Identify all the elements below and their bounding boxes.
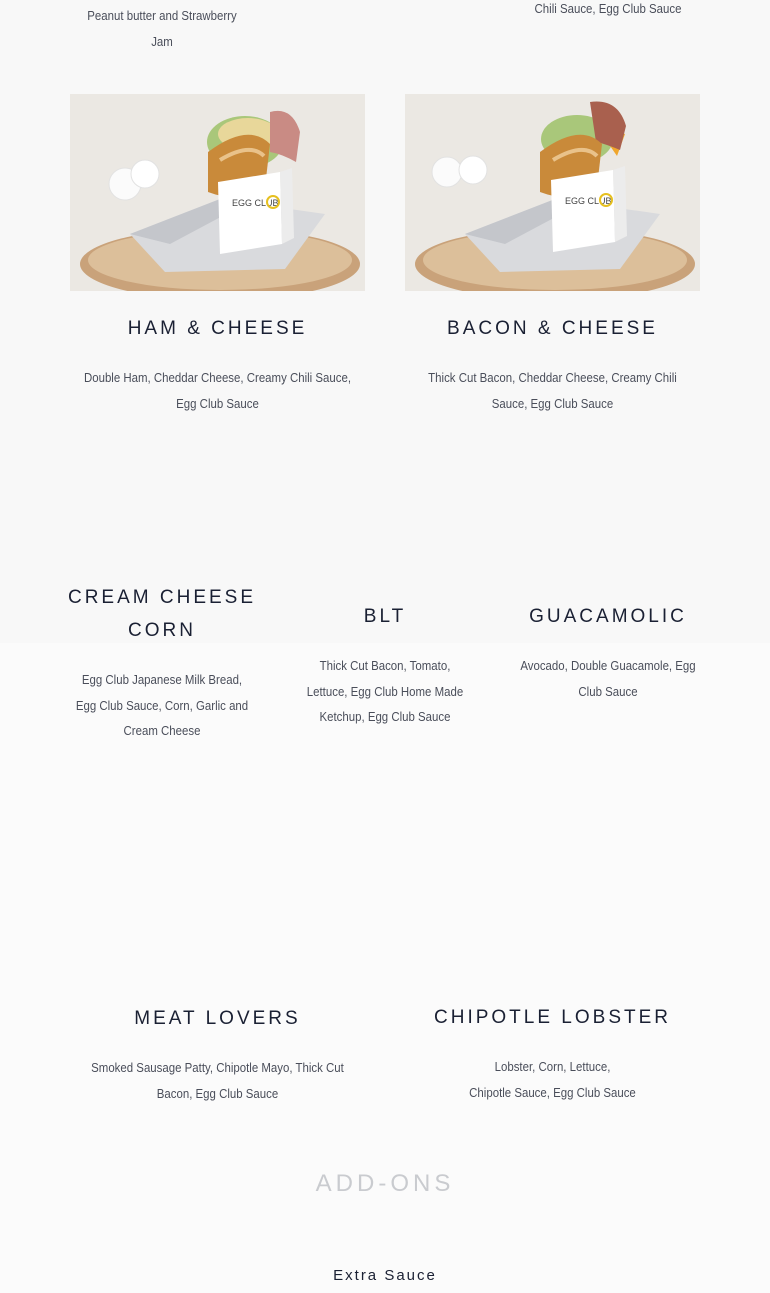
guacamolic-desc <box>502 653 713 704</box>
desc-line: Bacon, Egg Club Sauce <box>156 1085 279 1101</box>
title-line: CREAM CHEESE <box>67 587 257 608</box>
extra-sauce-label: Extra Sauce <box>333 1267 437 1284</box>
desc-line: Egg Club Sauce, Corn, Garlic and <box>75 697 249 713</box>
guacamolic-title: GUACAMOLIC <box>529 606 687 627</box>
addons-heading: ADD-ONS <box>315 1170 455 1197</box>
desc-line: Egg Club Sauce <box>176 395 259 411</box>
ham-cheese-desc <box>63 365 372 416</box>
chipotle-lobster-title: CHIPOTLE LOBSTER <box>434 1007 671 1028</box>
meat-lovers-title: MEAT LOVERS <box>134 1008 301 1029</box>
blt-desc <box>288 653 482 730</box>
blt-title: BLT <box>363 606 407 627</box>
desc-line: Jam <box>151 33 173 49</box>
title-line: CORN <box>128 620 196 641</box>
cream-cheese-corn-desc <box>65 667 259 744</box>
bacon-cheese-desc <box>411 365 693 416</box>
desc-line: Double Ham, Cheddar Cheese, Creamy Chili Sauce, <box>83 370 352 385</box>
peanut-butter-desc <box>74 3 250 54</box>
chipotle-lobster-desc <box>438 1054 668 1105</box>
desc-line: Sauce, Egg Club Sauce <box>491 395 614 411</box>
sandwich-image <box>405 94 700 291</box>
desc-line: Lettuce, Egg Club Home Made <box>306 683 464 699</box>
desc-line: Avocado, Double Guacamole, Egg <box>520 658 696 673</box>
desc-line: Thick Cut Bacon, Cheddar Cheese, Creamy Chili <box>428 370 677 385</box>
cream-cheese-corn-title <box>62 581 262 647</box>
ham-cheese-photo <box>70 94 365 291</box>
ham-cheese-title: HAM & CHEESE <box>127 318 308 339</box>
desc-line: Cream Cheese <box>123 723 201 738</box>
desc-line: Egg Club Japanese Milk Bread, <box>81 672 243 687</box>
meat-lovers-desc <box>63 1055 372 1106</box>
bacon-cheese-photo <box>405 94 700 291</box>
egg-club-logo: EGG CLUB <box>565 196 612 206</box>
egg-club-logo: EGG CLUB <box>232 198 279 208</box>
desc-line: Peanut butter and Strawberry <box>87 8 237 23</box>
desc-line: Ketchup, Egg Club Sauce <box>319 709 451 724</box>
desc-line: Club Sauce <box>578 683 638 699</box>
bacon-cheese-title: BACON & CHEESE <box>447 318 658 339</box>
top-right-desc <box>494 0 723 22</box>
desc-line: Thick Cut Bacon, Tomato, <box>319 658 451 673</box>
desc-line: Smoked Sausage Patty, Chipotle Mayo, Thick Cut <box>91 1060 344 1075</box>
desc-line: Chipotle Sauce, Egg Club Sauce <box>469 1084 636 1100</box>
desc-line: Lobster, Corn, Lettuce, <box>494 1059 611 1074</box>
sandwich-image <box>70 94 365 291</box>
desc-line: Chili Sauce, Egg Club Sauce <box>534 1 682 16</box>
